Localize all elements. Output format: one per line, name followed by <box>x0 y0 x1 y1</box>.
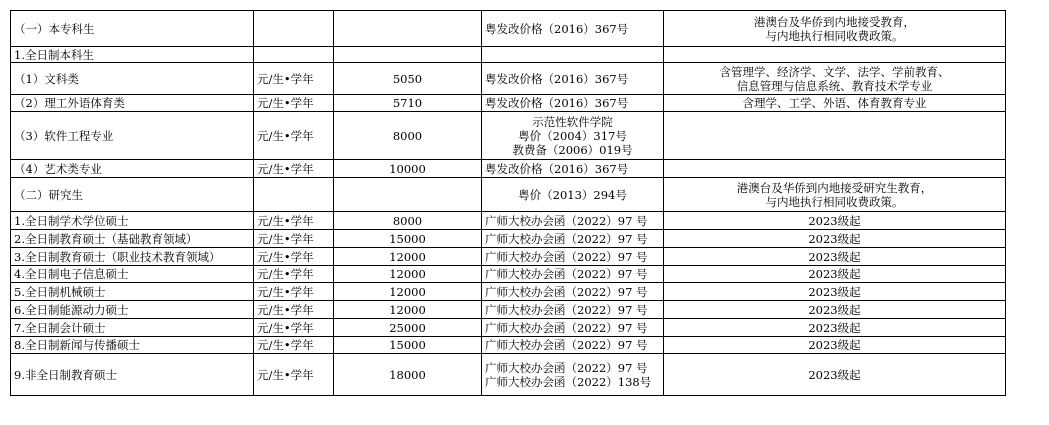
basis-cell <box>482 95 664 112</box>
item-cell: （2）理工外语体育类 <box>11 95 254 112</box>
item-cell: 5.全日制机械硕士 <box>11 283 254 301</box>
note-cell <box>664 354 1006 396</box>
note-cell <box>664 301 1006 319</box>
note-cell <box>664 47 1006 63</box>
item-cell: 8.全日制新闻与传播硕士 <box>11 337 254 354</box>
note-cell-line: 2023级起 <box>808 213 861 228</box>
note-cell-line: 信息管理与信息系统、教育技术学专业 <box>736 78 933 93</box>
price-cell: 5050 <box>334 63 482 95</box>
unit-cell: 元/生•学年 <box>254 95 334 112</box>
item-cell: （1）文科类 <box>11 63 254 95</box>
unit-cell: 元/生•学年 <box>254 212 334 230</box>
table-row <box>11 283 1006 301</box>
basis-cell-line: 粤价（2013）294号 <box>518 187 627 202</box>
basis-cell-line: 广师大校办会函（2022）97 号 <box>485 249 648 264</box>
item-cell: 7.全日制会计硕士 <box>11 319 254 337</box>
price-cell <box>334 47 482 63</box>
basis-cell-line: 广师大校办会函（2022）97 号 <box>485 302 648 317</box>
basis-cell <box>482 354 664 396</box>
basis-cell-line: 粤发改价格（2016）367号 <box>485 161 629 176</box>
unit-cell <box>254 47 334 63</box>
note-cell <box>664 266 1006 283</box>
table-row <box>11 319 1006 337</box>
basis-cell-line: 粤发改价格（2016）367号 <box>485 21 629 36</box>
note-cell-line: 与内地执行相同收费政策。 <box>765 28 904 43</box>
fee-table-body <box>11 11 1006 396</box>
table-row <box>11 354 1006 396</box>
table-row <box>11 63 1006 95</box>
price-cell: 15000 <box>334 337 482 354</box>
unit-cell: 元/生•学年 <box>254 301 334 319</box>
item-cell: 1.全日制本科生 <box>11 47 254 63</box>
price-cell: 10000 <box>334 160 482 178</box>
note-cell-line: 含理学、工学、外语、体育教育专业 <box>742 96 927 110</box>
basis-cell <box>482 212 664 230</box>
price-cell <box>334 178 482 212</box>
basis-cell <box>482 112 664 160</box>
table-row <box>11 266 1006 283</box>
price-cell: 8000 <box>334 112 482 160</box>
unit-cell <box>254 178 334 212</box>
note-cell <box>664 63 1006 95</box>
item-cell: 2.全日制教育硕士（基础教育领域） <box>11 230 254 248</box>
note-cell-line: 2023级起 <box>808 267 861 281</box>
item-cell: 6.全日制能源动力硕士 <box>11 301 254 319</box>
table-row <box>11 11 1006 47</box>
note-cell <box>664 160 1006 178</box>
note-cell-line: 2023级起 <box>808 320 861 335</box>
price-cell: 25000 <box>334 319 482 337</box>
basis-cell <box>482 230 664 248</box>
basis-cell <box>482 178 664 212</box>
price-cell: 12000 <box>334 283 482 301</box>
note-cell-line: 2023级起 <box>808 367 861 382</box>
basis-cell-line: 广师大校办会函（2022）97 号 <box>485 338 648 352</box>
table-row <box>11 47 1006 63</box>
unit-cell: 元/生•学年 <box>254 354 334 396</box>
note-cell-line: 2023级起 <box>808 284 861 299</box>
basis-cell-line: 粤发改价格（2016）367号 <box>485 96 629 110</box>
note-cell-line: 港澳台及华侨到内地接受教育， <box>754 14 915 29</box>
item-cell: 4.全日制电子信息硕士 <box>11 266 254 283</box>
table-row <box>11 178 1006 212</box>
basis-cell-line: 示范性软件学院 <box>532 114 613 129</box>
table-row <box>11 337 1006 354</box>
note-cell <box>664 248 1006 266</box>
price-cell: 8000 <box>334 212 482 230</box>
price-cell: 15000 <box>334 230 482 248</box>
note-cell <box>664 112 1006 160</box>
item-cell: （二）研究生 <box>11 178 254 212</box>
basis-cell <box>482 283 664 301</box>
basis-cell-line: 广师大校办会函（2022）97 号 <box>485 360 648 375</box>
unit-cell <box>254 11 334 47</box>
basis-cell-line: 广师大校办会函（2022）97 号 <box>485 284 648 299</box>
price-cell: 12000 <box>334 301 482 319</box>
unit-cell: 元/生•学年 <box>254 283 334 301</box>
note-cell <box>664 337 1006 354</box>
basis-cell-line: 广师大校办会函（2022）97 号 <box>485 213 648 228</box>
table-row <box>11 95 1006 112</box>
unit-cell: 元/生•学年 <box>254 230 334 248</box>
note-cell-line: 含管理学、经济学、文学、法学、学前教育、 <box>719 64 950 79</box>
basis-cell-line: 粤价（2004）317号 <box>518 128 627 143</box>
item-cell: （3）软件工程专业 <box>11 112 254 160</box>
table-row <box>11 248 1006 266</box>
price-cell: 18000 <box>334 354 482 396</box>
note-cell-line: 2023级起 <box>808 338 861 352</box>
basis-cell-line: 教费备（2006）019号 <box>512 142 633 157</box>
note-cell <box>664 283 1006 301</box>
table-row <box>11 301 1006 319</box>
price-cell <box>334 11 482 47</box>
table-row <box>11 230 1006 248</box>
note-cell-line: 2023级起 <box>808 249 861 264</box>
unit-cell: 元/生•学年 <box>254 112 334 160</box>
note-cell <box>664 212 1006 230</box>
unit-cell: 元/生•学年 <box>254 266 334 283</box>
note-cell-line: 2023级起 <box>808 302 861 317</box>
basis-cell-line: 广师大校办会函（2022）97 号 <box>485 320 648 335</box>
note-cell <box>664 230 1006 248</box>
item-cell: 1.全日制学术学位硕士 <box>11 212 254 230</box>
note-cell <box>664 319 1006 337</box>
table-row <box>11 160 1006 178</box>
unit-cell: 元/生•学年 <box>254 319 334 337</box>
unit-cell: 元/生•学年 <box>254 337 334 354</box>
basis-cell <box>482 248 664 266</box>
basis-cell <box>482 11 664 47</box>
table-row <box>11 112 1006 160</box>
basis-cell-line: 广师大校办会函（2022）97 号 <box>485 231 648 246</box>
unit-cell: 元/生•学年 <box>254 160 334 178</box>
item-cell: （4）艺术类专业 <box>11 160 254 178</box>
unit-cell: 元/生•学年 <box>254 248 334 266</box>
price-cell: 5710 <box>334 95 482 112</box>
basis-cell-line: 粤发改价格（2016）367号 <box>485 71 629 86</box>
basis-cell <box>482 160 664 178</box>
basis-cell <box>482 337 664 354</box>
item-cell: （一）本专科生 <box>11 11 254 47</box>
fee-table <box>10 10 1006 396</box>
basis-cell <box>482 47 664 63</box>
price-cell: 12000 <box>334 266 482 283</box>
note-cell <box>664 11 1006 47</box>
price-cell: 12000 <box>334 248 482 266</box>
basis-cell-line: 广师大校办会函（2022）138号 <box>485 374 652 389</box>
item-cell: 3.全日制教育硕士（职业技术教育领域） <box>11 248 254 266</box>
note-cell <box>664 95 1006 112</box>
item-cell: 9.非全日制教育硕士 <box>11 354 254 396</box>
basis-cell <box>482 301 664 319</box>
note-cell-line: 与内地执行相同收费政策。 <box>765 194 904 209</box>
basis-cell-line: 广师大校办会函（2022）97 号 <box>485 267 648 281</box>
basis-cell <box>482 63 664 95</box>
table-row <box>11 212 1006 230</box>
unit-cell: 元/生•学年 <box>254 63 334 95</box>
note-cell-line: 2023级起 <box>808 231 861 246</box>
note-cell-line: 港澳台及华侨到内地接受研究生教育， <box>736 180 933 195</box>
basis-cell <box>482 319 664 337</box>
note-cell <box>664 178 1006 212</box>
basis-cell <box>482 266 664 283</box>
